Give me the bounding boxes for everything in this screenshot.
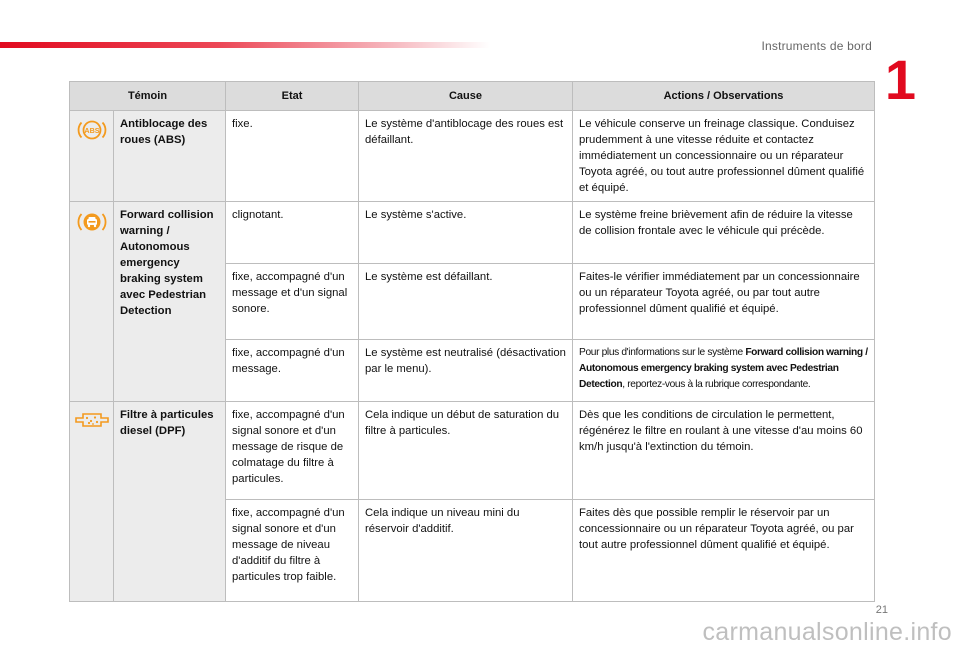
table-row [70, 202, 875, 264]
fcw-note-pre: Pour plus d'informations sur le système [579, 347, 746, 358]
dpf-etat-1: fixe, accompagné d'un signal sonore et d'un message de risque de colmatage du filtre à particules. [226, 402, 359, 500]
header-accent-bar [0, 42, 490, 48]
fcw-name: Forward collision warning / Autonomous emergency braking system avec Pedestrian Detection [114, 202, 226, 402]
table-header-row [70, 82, 875, 111]
dpf-name: Filtre à particules diesel (DPF) [114, 402, 226, 602]
dpf-icon-cell [70, 402, 114, 602]
column-header-etat: Etat [226, 82, 359, 111]
fcw-actions-1: Le système freine brièvement afin de réduire la vitesse de collision frontale avec le véhicule qui précède. [573, 202, 875, 264]
svg-text:ABS: ABS [83, 125, 100, 135]
column-header-temoin: Témoin [70, 82, 226, 111]
dpf-actions-2: Faites dès que possible remplir le réservoir par un concessionnaire ou un réparateur Toyota agréé, ou par tout autre professionnel dûment qualifié et équipé. [573, 500, 875, 602]
abs-name: Antiblocage des roues (ABS) [114, 111, 226, 202]
fcw-actions-2: Faites-le vérifier immédiatement par un concessionnaire ou un réparateur Toyota agréé, ou par tout autre professionnel dûment qualifié et équipé. [573, 264, 875, 340]
fcw-cause-2: Le système est défaillant. [359, 264, 573, 340]
fcw-etat-1: clignotant. [226, 202, 359, 264]
abs-actions: Le véhicule conserve un freinage classique. Conduisez prudemment à une vitesse réduite et contactez immédiatement un concessionnaire ou un réparateur Toyota agréé, ou tout autre professionnel dûment qualifié et équipé. [573, 111, 875, 202]
table-row [70, 402, 875, 500]
watermark: carmanualsonline.info [702, 618, 952, 646]
fcw-actions-3 [573, 340, 875, 402]
chapter-number: 1 [884, 48, 916, 111]
page-number: 21 [875, 604, 888, 616]
column-header-cause: Cause [359, 82, 573, 111]
diesel-particulate-filter-icon [75, 410, 109, 430]
dpf-cause-1: Cela indique un début de saturation du filtre à particules. [359, 402, 573, 500]
fcw-etat-2: fixe, accompagné d'un message et d'un signal sonore. [226, 264, 359, 340]
section-title: Instruments de bord [761, 39, 872, 53]
dpf-actions-1: Dès que les conditions de circulation le permettent, régénérez le filtre en roulant à une vitesse d'au moins 60 km/h jusqu'à l'extinction du témoin. [573, 402, 875, 500]
dpf-cause-2: Cela indique un niveau mini du réservoir d'additif. [359, 500, 573, 602]
warning-lights-table [69, 81, 875, 602]
table-row [70, 111, 875, 202]
fcw-icon-cell [70, 202, 114, 402]
fcw-note-post: , reportez-vous à la rubrique correspondante. [622, 379, 811, 390]
fcw-note-bold: Forward collision warning / Autonomous emergency braking system avec Pedestrian Detection [579, 347, 868, 390]
fcw-cause-3: Le système est neutralisé (désactivation par le menu). [359, 340, 573, 402]
abs-cause: Le système d'antiblocage des roues est défaillant. [359, 111, 573, 202]
fcw-cause-1: Le système s'active. [359, 202, 573, 264]
column-header-actions: Actions / Observations [573, 82, 875, 111]
abs-icon-cell [70, 111, 114, 202]
abs-warning-icon [77, 119, 107, 141]
collision-warning-icon [77, 210, 107, 234]
dpf-etat-2: fixe, accompagné d'un signal sonore et d'un message de niveau d'additif du filtre à particules trop faible. [226, 500, 359, 602]
fcw-etat-3: fixe, accompagné d'un message. [226, 340, 359, 402]
abs-etat: fixe. [226, 111, 359, 202]
